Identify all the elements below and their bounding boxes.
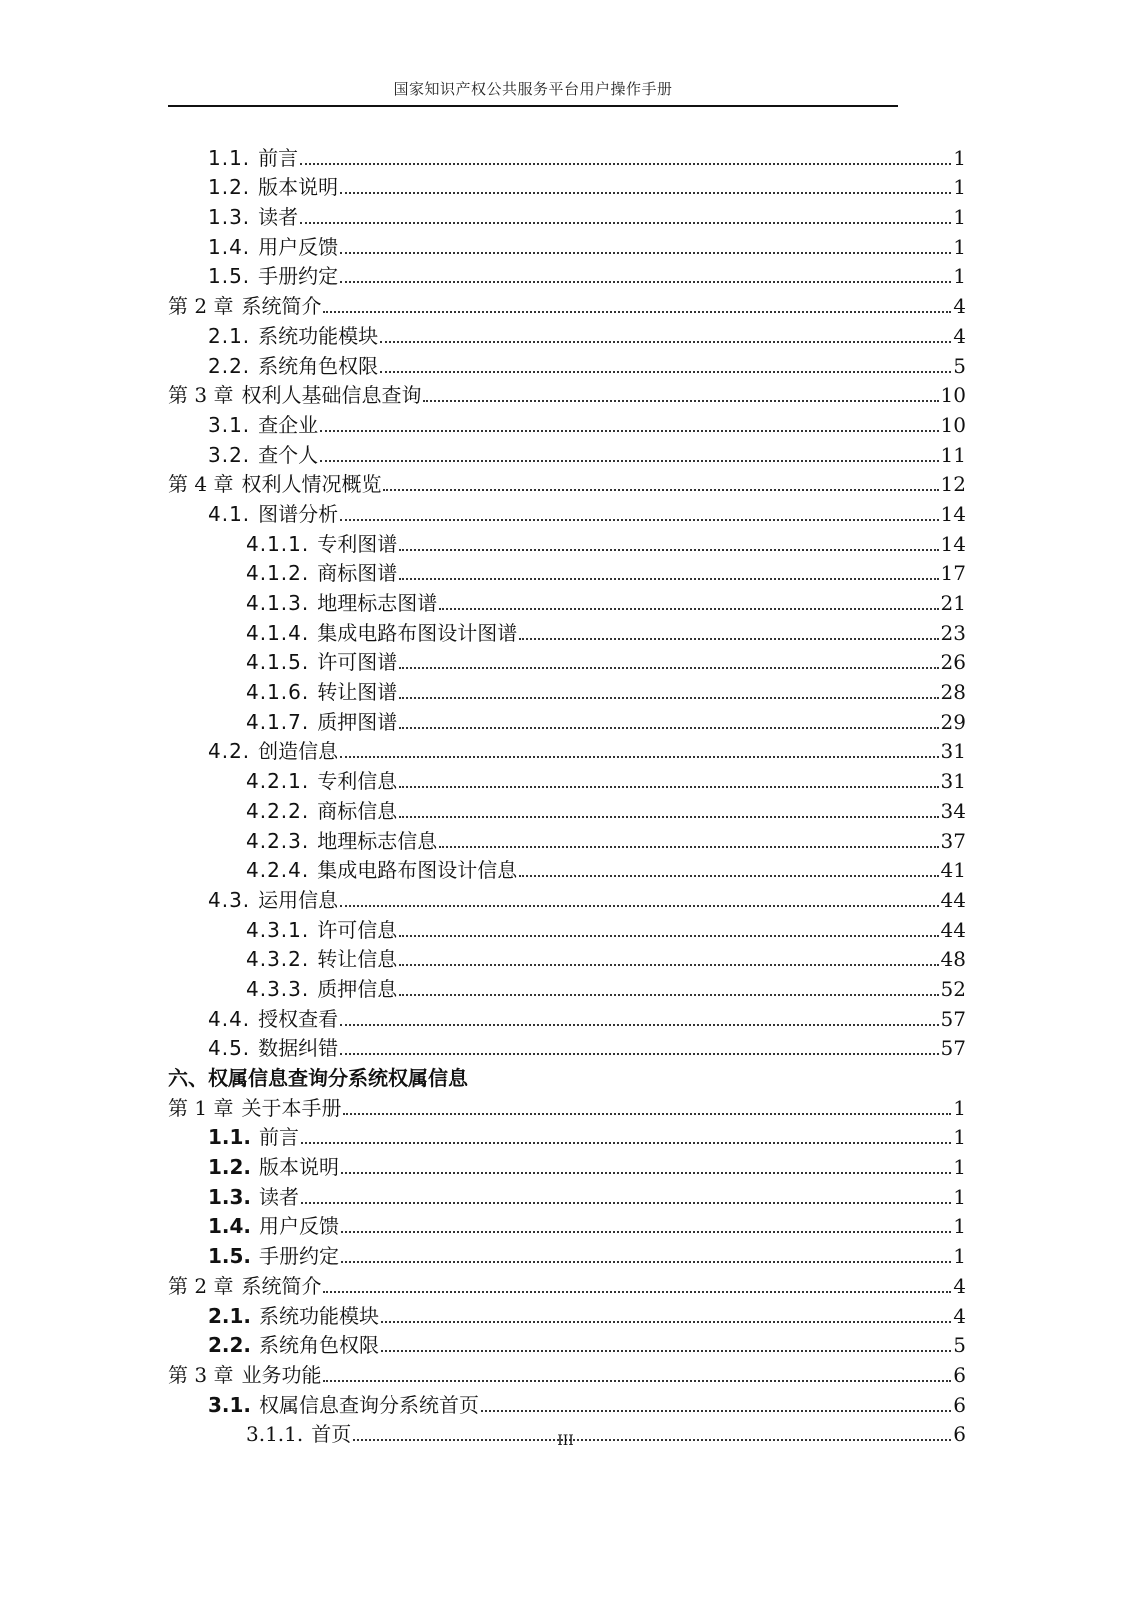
toc-dot-leader — [341, 1261, 951, 1263]
toc-entry-title: 集成电路布图设计图谱 — [317, 620, 518, 645]
toc-entry-title: 专利信息 — [317, 769, 398, 794]
toc-entry-page: 4 — [953, 1273, 966, 1298]
toc-entry[interactable] — [168, 526, 966, 556]
toc-entry-page: 11 — [940, 442, 966, 467]
toc-dot-leader — [301, 1142, 951, 1144]
toc-entry-number: 第 3 章 — [168, 1362, 234, 1387]
toc-entry-number: 4.1.2. — [246, 561, 310, 586]
toc-dot-leader — [519, 875, 938, 877]
toc-entry-page: 37 — [940, 828, 966, 853]
toc-entry[interactable] — [168, 1179, 966, 1209]
toc-entry[interactable] — [168, 1238, 966, 1268]
toc-entry-page: 44 — [940, 917, 966, 942]
toc-entry-number: 1.3. — [208, 205, 251, 230]
toc-dot-leader — [300, 163, 951, 165]
toc-entry-page: 1 — [953, 1184, 966, 1209]
toc-entry-title: 许可信息 — [317, 917, 398, 942]
toc-entry[interactable] — [168, 615, 966, 645]
toc-dot-leader — [399, 727, 938, 729]
toc-dot-leader — [341, 1231, 951, 1233]
toc-entry-page: 4 — [953, 323, 966, 348]
toc-entry-number: 1.4. — [208, 1214, 252, 1239]
toc-entry[interactable] — [168, 1387, 966, 1417]
toc-entry-title: 商标图谱 — [317, 561, 398, 586]
toc-entry-page: 44 — [940, 887, 966, 912]
toc-dot-leader — [399, 935, 938, 937]
toc-entry[interactable] — [168, 1268, 966, 1298]
toc-entry-title: 权属信息查询分系统首页 — [259, 1392, 480, 1417]
toc-entry-page: 31 — [940, 739, 966, 764]
toc-entry-number: 1.1. — [208, 145, 251, 170]
toc-entry-page: 6 — [953, 1392, 966, 1417]
toc-entry-title: 手册约定 — [258, 264, 339, 289]
toc-dot-leader — [519, 638, 938, 640]
toc-entry-title: 用户反馈 — [259, 1214, 340, 1239]
toc-entry-title: 转让图谱 — [317, 680, 398, 705]
toc-entry-number: 4.2. — [208, 739, 251, 764]
toc-entry[interactable] — [168, 585, 966, 615]
toc-entry-title: 前言 — [258, 145, 299, 170]
toc-entry[interactable] — [168, 734, 966, 764]
toc-entry-page: 28 — [940, 680, 966, 705]
toc-entry-page: 23 — [940, 620, 966, 645]
toc-entry-title: 质押信息 — [317, 976, 398, 1001]
toc-entry[interactable] — [168, 1298, 966, 1328]
toc-entry[interactable] — [168, 170, 966, 200]
toc-dot-leader — [301, 1202, 951, 1204]
toc-entry-number: 1.5. — [208, 1244, 252, 1269]
toc-entry-number: 4.1.7. — [246, 709, 310, 734]
toc-entry[interactable] — [168, 942, 966, 972]
toc-entry-number: 3.1. — [208, 412, 251, 437]
toc-entry[interactable] — [168, 318, 966, 348]
toc-entry[interactable] — [168, 882, 966, 912]
toc-entry-page: 1 — [953, 175, 966, 200]
toc-entry-number: 第 1 章 — [168, 1095, 234, 1120]
toc-entry-number: 第 3 章 — [168, 383, 234, 408]
toc-entry-page: 1 — [953, 1214, 966, 1239]
toc-entry-number: 4.1. — [208, 501, 251, 526]
toc-entry[interactable] — [168, 1090, 966, 1120]
toc-entry-number: 4.3.3. — [246, 976, 310, 1001]
toc-entry[interactable] — [168, 763, 966, 793]
toc-entry[interactable] — [168, 199, 966, 229]
toc-dot-leader — [439, 608, 938, 610]
toc-entry-page: 48 — [940, 947, 966, 972]
toc-entry-number: 4.3.2. — [246, 947, 310, 972]
toc-entry-title: 图谱分析 — [258, 501, 339, 526]
toc-entry[interactable] — [168, 348, 966, 378]
toc-entry[interactable] — [168, 288, 966, 318]
toc-dot-leader — [383, 489, 938, 491]
toc-entry-page: 29 — [940, 709, 966, 734]
toc-entry-page: 26 — [940, 650, 966, 675]
toc-dot-leader — [340, 252, 951, 254]
toc-entry-page: 1 — [953, 1155, 966, 1180]
toc-entry-number: 1.2. — [208, 1155, 252, 1180]
toc-entry[interactable] — [168, 229, 966, 259]
toc-entry-title: 系统简介 — [241, 1273, 322, 1298]
toc-entry[interactable] — [168, 645, 966, 675]
toc-dot-leader — [481, 1410, 951, 1412]
toc-dot-leader — [340, 519, 938, 521]
toc-dot-leader — [399, 786, 938, 788]
toc-entry-title: 前言 — [259, 1125, 300, 1150]
toc-entry-title: 读者 — [259, 1184, 300, 1209]
toc-dot-leader — [439, 846, 938, 848]
toc-entry-page: 14 — [940, 531, 966, 556]
toc-entry-page: 10 — [940, 412, 966, 437]
toc-entry-page: 1 — [953, 205, 966, 230]
toc-entry-page: 1 — [953, 264, 966, 289]
toc-entry-page: 4 — [953, 1303, 966, 1328]
toc-dot-leader — [399, 578, 938, 580]
toc-entry-title: 地理标志图谱 — [317, 591, 438, 615]
toc-entry-title: 商标信息 — [317, 798, 398, 823]
toc-entry[interactable] — [168, 556, 966, 586]
toc-entry-page: 34 — [940, 798, 966, 823]
toc-entry-title: 读者 — [258, 205, 299, 230]
toc-entry[interactable] — [168, 496, 966, 526]
toc-entry-title: 权利人情况概览 — [241, 472, 382, 497]
toc-entry[interactable] — [168, 793, 966, 823]
toc-entry[interactable] — [168, 1209, 966, 1239]
toc-entry-title: 运用信息 — [258, 887, 339, 912]
toc-entry-page: 6 — [953, 1362, 966, 1387]
toc-entry-number: 4.3. — [208, 887, 251, 912]
toc-dot-leader — [381, 1321, 951, 1323]
toc-entry[interactable] — [168, 1001, 966, 1031]
toc-entry-page: 57 — [940, 1006, 966, 1031]
toc-entry-number: 1.5. — [208, 264, 251, 289]
toc-entry[interactable] — [168, 1328, 966, 1358]
toc-dot-leader — [320, 460, 938, 462]
toc-entry-title: 专利图谱 — [317, 531, 398, 556]
toc-entry-title: 首页 — [311, 1422, 352, 1447]
toc-entry-title: 系统功能模块 — [259, 1303, 380, 1328]
toc-entry-number: 4.1.1. — [246, 531, 310, 556]
toc-entry-title: 转让信息 — [317, 947, 398, 972]
toc-entry-title: 关于本手册 — [241, 1095, 342, 1120]
toc-entry-number: 4.1.5. — [246, 650, 310, 675]
toc-entry-number: 4.2.4. — [246, 858, 310, 883]
toc-entry-page: 1 — [953, 1244, 966, 1269]
toc-entry-number: 2.2. — [208, 1333, 252, 1358]
toc-entry-page: 14 — [940, 501, 966, 526]
toc-entry-page: 17 — [940, 561, 966, 586]
toc-entry-page: 41 — [940, 858, 966, 883]
toc-entry-title: 版本说明 — [258, 175, 339, 200]
toc-entry[interactable] — [168, 912, 966, 942]
toc-entry-number: 第 2 章 — [168, 294, 234, 319]
toc-dot-leader — [399, 697, 938, 699]
toc-entry[interactable] — [168, 971, 966, 1001]
toc-entry[interactable] — [168, 1357, 966, 1387]
toc-entry[interactable] — [168, 140, 966, 170]
toc-dot-leader — [340, 1053, 938, 1055]
toc-dot-leader — [320, 430, 938, 432]
toc-entry-number: 4.2.3. — [246, 828, 310, 853]
toc-entry-number: 1.4. — [208, 234, 251, 259]
toc-entry-title: 质押图谱 — [317, 709, 398, 734]
toc-entry-number: 2.2. — [208, 353, 251, 378]
toc-dot-leader — [323, 1291, 951, 1293]
toc-entry-page: 57 — [940, 1036, 966, 1061]
toc-entry-page: 52 — [940, 976, 966, 1001]
toc-entry[interactable] — [168, 378, 966, 408]
toc-dot-leader — [323, 311, 951, 313]
toc-entry-number: 4.4. — [208, 1006, 251, 1031]
toc-entry[interactable] — [168, 407, 966, 437]
toc-entry-title: 创造信息 — [258, 739, 339, 764]
toc-entry-page: 1 — [953, 234, 966, 259]
toc-entry-title: 数据纠错 — [258, 1036, 339, 1061]
toc-entry-title: 权利人基础信息查询 — [241, 383, 422, 408]
toc-entry-title: 集成电路布图设计信息 — [317, 858, 518, 883]
toc-entry-number: 2.1. — [208, 323, 251, 348]
toc-entry[interactable] — [168, 467, 966, 497]
toc-entry-page: 21 — [940, 591, 966, 615]
toc-entry-number: 4.1.3. — [246, 591, 310, 615]
header-divider — [168, 105, 898, 107]
toc-section-heading: 六、权属信息查询分系统权属信息 — [168, 1066, 468, 1090]
toc-entry-number: 1.2. — [208, 175, 251, 200]
toc-dot-leader — [399, 549, 938, 551]
toc-entry[interactable] — [168, 1120, 966, 1150]
toc-entry-number: 第 2 章 — [168, 1273, 234, 1298]
toc-entry-page: 5 — [953, 353, 966, 378]
toc-entry-title: 手册约定 — [259, 1244, 340, 1269]
toc-dot-leader — [300, 222, 951, 224]
toc-entry-page: 1 — [953, 1125, 966, 1150]
toc-entry-title: 系统功能模块 — [258, 323, 379, 348]
toc-entry-title: 授权查看 — [258, 1006, 339, 1031]
page-header: 国家知识产权公共服务平台用户操作手册 — [393, 80, 673, 98]
toc-entry-number: 2.1. — [208, 1303, 252, 1328]
toc-dot-leader — [340, 281, 951, 283]
toc-entry-title: 查企业 — [258, 412, 319, 437]
toc-entry-number: 第 4 章 — [168, 472, 234, 497]
toc-entry-number: 1.1. — [208, 1125, 252, 1150]
toc-entry[interactable] — [168, 823, 966, 853]
page-number: III — [557, 1433, 574, 1449]
toc-dot-leader — [399, 816, 938, 818]
toc-entry-page: 12 — [940, 472, 966, 497]
toc-entry-title: 许可图谱 — [317, 650, 398, 675]
toc-entry-title: 系统角色权限 — [259, 1333, 380, 1358]
toc-entry[interactable] — [168, 853, 966, 883]
toc-entry-number: 4.1.6. — [246, 680, 310, 705]
toc-dot-leader — [340, 905, 938, 907]
toc-entry-number: 3.2. — [208, 442, 251, 467]
toc-entry-number: 4.1.4. — [246, 620, 310, 645]
toc-dot-leader — [340, 756, 938, 758]
toc-entry-title: 查个人 — [258, 442, 319, 467]
toc-entry[interactable] — [168, 704, 966, 734]
toc-entry-page: 1 — [953, 1095, 966, 1120]
toc-entry[interactable] — [168, 674, 966, 704]
toc-entry-title: 地理标志信息 — [317, 828, 438, 853]
toc-dot-leader — [323, 1380, 951, 1382]
toc-entry[interactable] — [168, 1149, 966, 1179]
toc-entry-title: 系统角色权限 — [258, 353, 379, 378]
toc-entry[interactable] — [168, 437, 966, 467]
toc-dot-leader — [341, 1172, 951, 1174]
toc-entry-number: 4.2.2. — [246, 798, 310, 823]
toc-entry-number: 4.5. — [208, 1036, 251, 1061]
toc-entry-number: 4.3.1. — [246, 917, 310, 942]
toc-dot-leader — [343, 1113, 951, 1115]
toc-entry-page: 10 — [940, 383, 966, 408]
toc-entry-number: 3.1. — [208, 1392, 252, 1417]
toc-dot-leader — [399, 994, 938, 996]
toc-dot-leader — [340, 192, 951, 194]
toc-dot-leader — [423, 400, 938, 402]
toc-dot-leader — [380, 341, 951, 343]
toc-dot-leader — [399, 667, 938, 669]
toc-dot-leader — [340, 1024, 938, 1026]
toc-entry-title: 用户反馈 — [258, 234, 339, 259]
toc-entry-title: 版本说明 — [259, 1155, 340, 1180]
toc-entry[interactable] — [168, 1031, 966, 1061]
toc-entry-number: 4.2.1. — [246, 769, 310, 794]
toc-entry[interactable] — [168, 259, 966, 289]
toc-entry-page: 1 — [953, 145, 966, 170]
toc-dot-leader — [381, 1350, 951, 1352]
toc-entry-page: 5 — [953, 1333, 966, 1358]
toc-entry-title: 系统简介 — [241, 294, 322, 319]
toc-dot-leader — [399, 964, 938, 966]
toc-entry-page: 4 — [953, 294, 966, 319]
toc-entry-page: 31 — [940, 769, 966, 794]
toc-entry-page: 6 — [953, 1422, 966, 1447]
table-of-contents — [168, 140, 966, 1446]
toc-dot-leader — [380, 371, 951, 373]
toc-entry-number: 3.1.1. — [246, 1422, 304, 1447]
toc-entry-number: 1.3. — [208, 1184, 252, 1209]
toc-entry-title: 业务功能 — [241, 1362, 322, 1387]
